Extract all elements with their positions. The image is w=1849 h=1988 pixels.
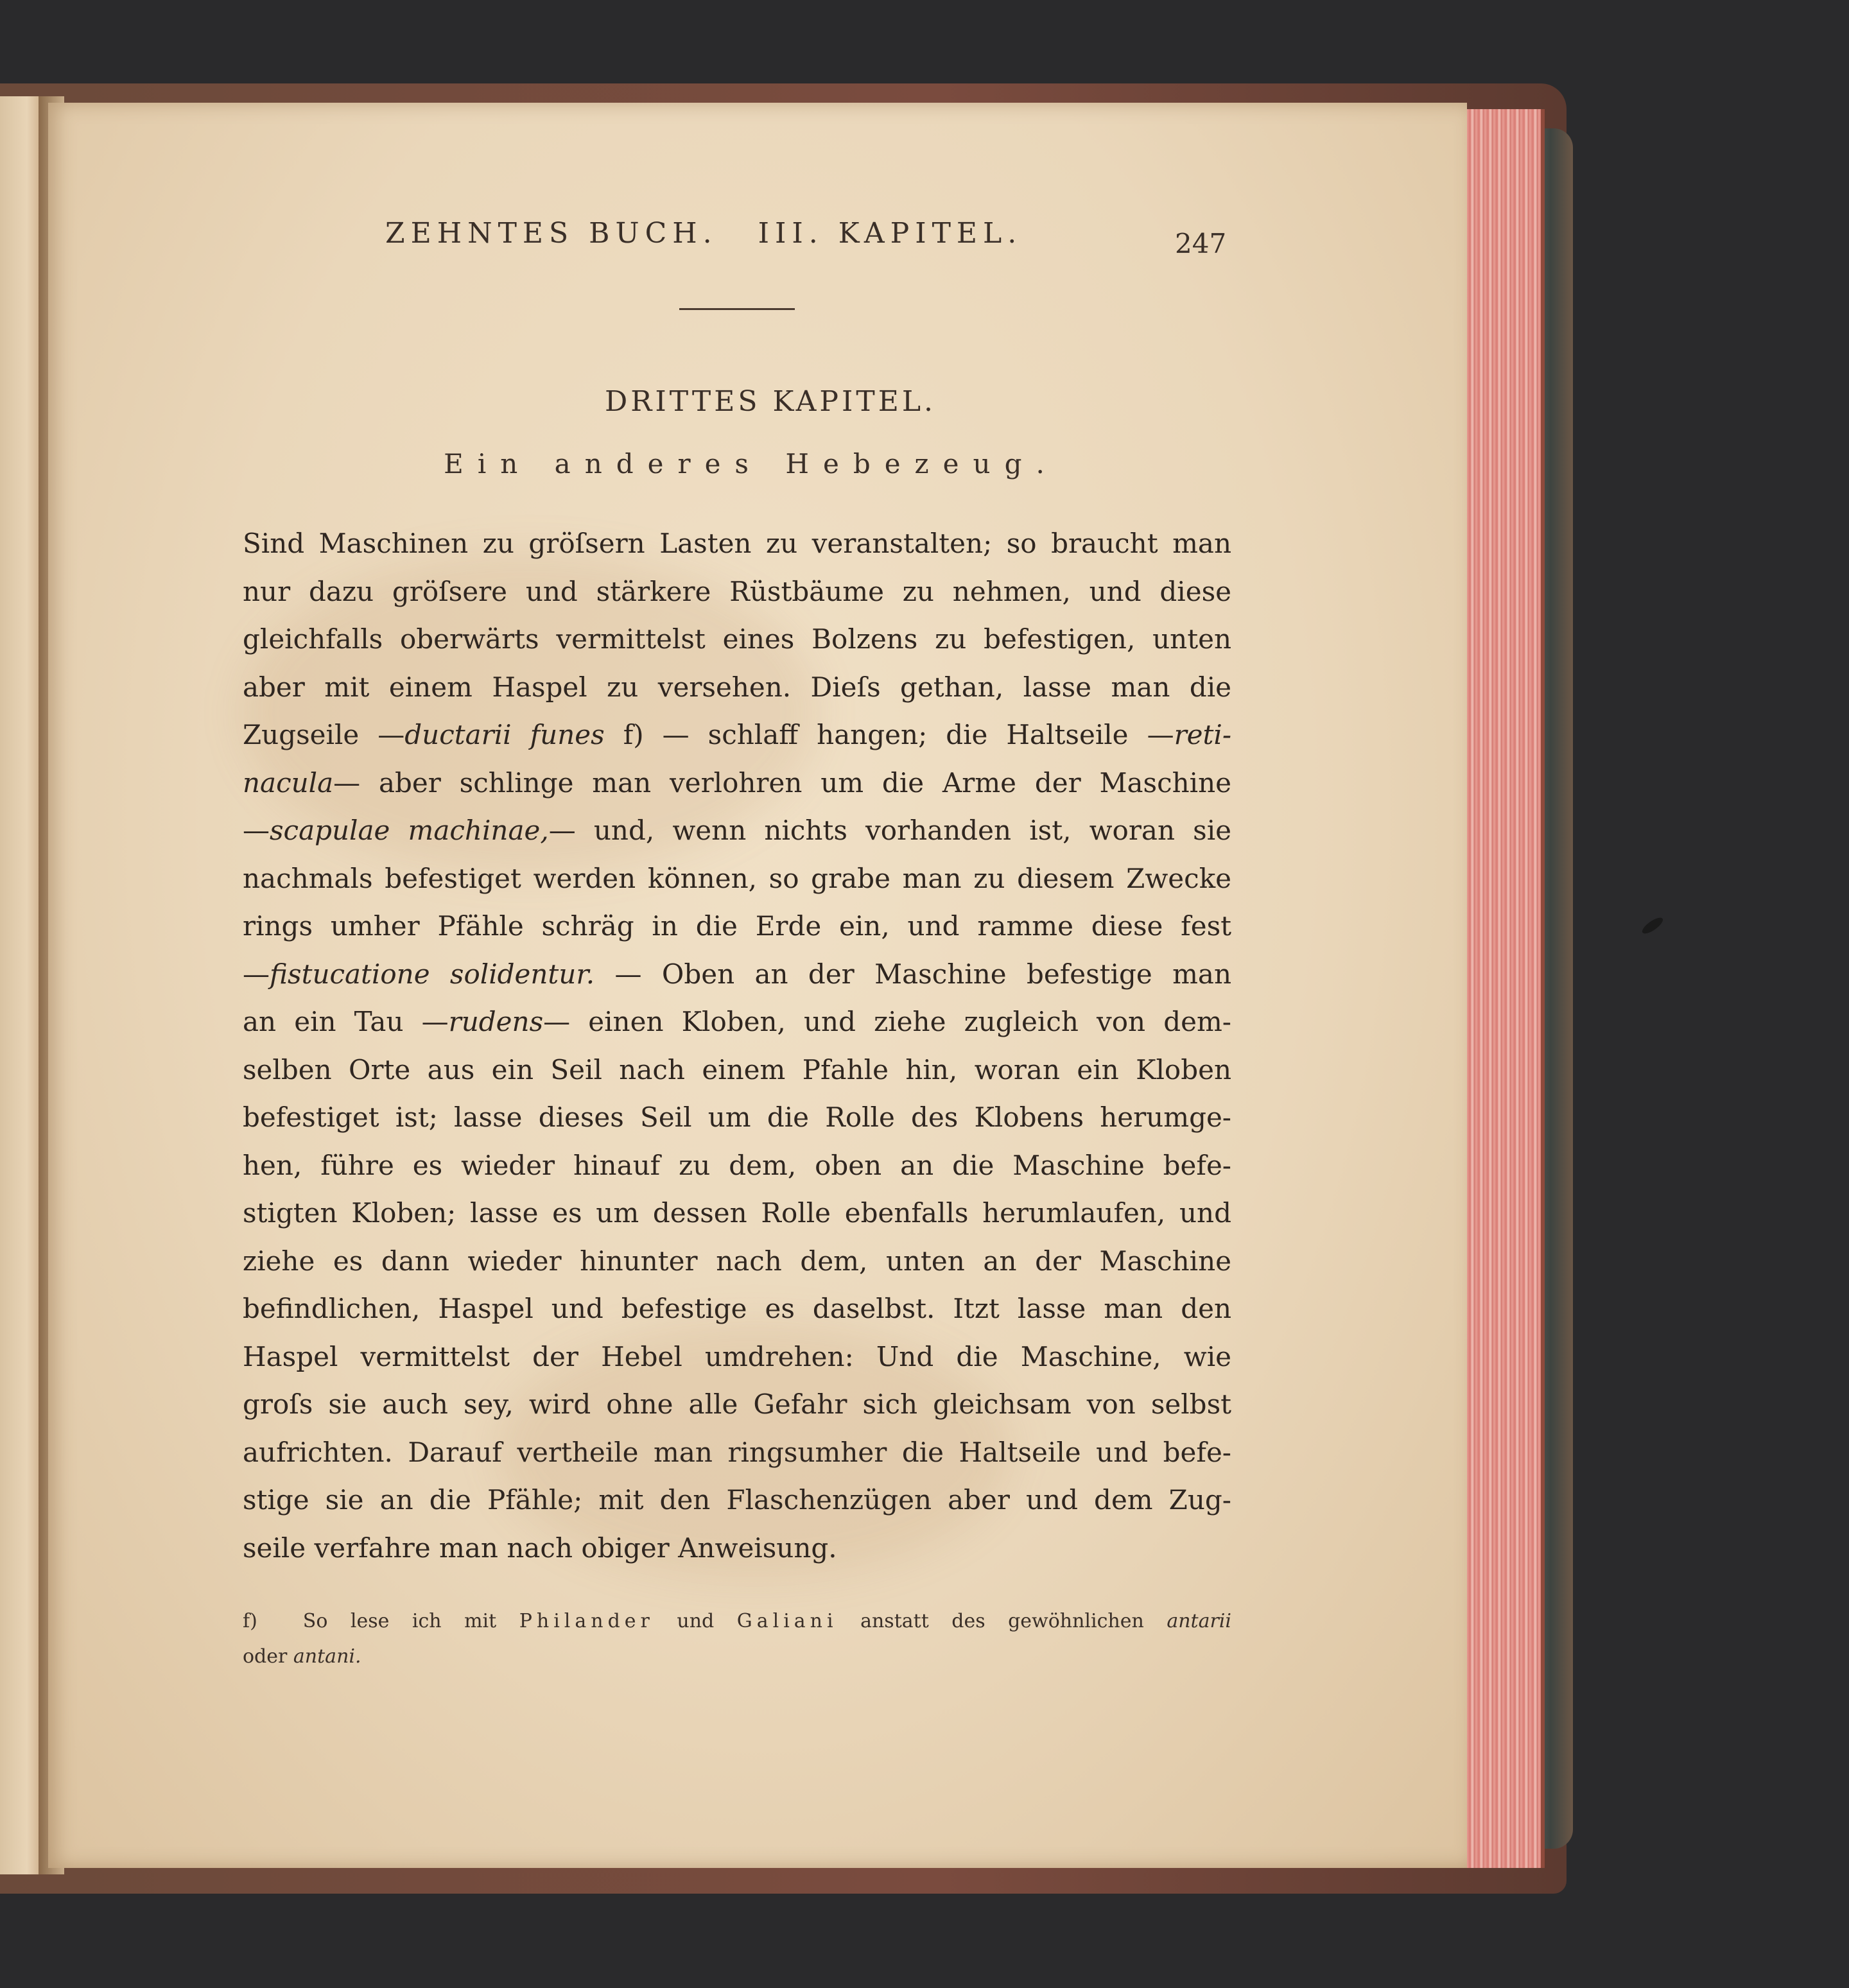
body-text-run: f) — schlaff hangen; die Haltseile — — [604, 719, 1174, 750]
body-text-run: aber mit einem Haspel zu versehen. Dieſs gethan, lasse man die — [243, 671, 1231, 703]
footnote-marker: f) — [243, 1610, 257, 1632]
body-line — [243, 568, 1231, 616]
body-text-run: Haspel vermittelst der Hebel umdrehen: Und die Maschine, wie — [243, 1340, 1231, 1372]
body-text-run: nur dazu gröſsere und stärkere Rüstbäume zu nehmen, und diese — [243, 575, 1231, 607]
footnote-name: Galiani — [736, 1610, 838, 1632]
body-line — [243, 520, 1231, 568]
latin-term: rudens — [448, 1006, 544, 1037]
page-edges — [1457, 109, 1545, 1868]
running-head-chapter: III. KAPITEL. — [758, 217, 1023, 250]
body-text-run: hen, führe es wieder hinauf zu dem, oben an die Maschine befe- — [243, 1149, 1231, 1181]
body-line — [243, 1046, 1231, 1094]
body-line — [243, 1094, 1231, 1142]
body-line — [243, 616, 1231, 664]
body-text-run: befindlichen, Haspel und befestige es daselbst. Itzt lasse man den — [243, 1293, 1231, 1324]
footnote-term: antani. — [293, 1645, 361, 1668]
body-line — [243, 1285, 1231, 1333]
body-line — [243, 951, 1231, 999]
latin-term: nacula — [243, 766, 334, 799]
footnote-name: Philander — [519, 1610, 654, 1632]
body-text-run: befestiget ist; lasse dieses Seil um die Rolle des Klobens herumge- — [243, 1102, 1231, 1133]
chapter-title: DRITTES KAPITEL. — [604, 385, 937, 418]
footnote-term: antarii — [1167, 1610, 1231, 1632]
body-line — [243, 1381, 1231, 1429]
body-line — [243, 711, 1231, 759]
body-text-run: rings umher Pfähle schräg in die Erde ein, und ramme diese fest — [243, 910, 1231, 942]
body-text — [243, 520, 1231, 1572]
body-line — [243, 759, 1231, 808]
running-head — [385, 217, 1220, 268]
latin-term: ductarii funes — [404, 719, 605, 750]
body-text-run: Sind Maschinen zu gröſsern Lasten zu veranstalten; so braucht man — [243, 528, 1231, 559]
body-text-run: an ein Tau — — [243, 1006, 449, 1037]
footnote-text: oder — [243, 1645, 288, 1668]
body-text-run: stige sie an die Pfähle; mit den Flaschenzügen aber und dem Zug- — [243, 1484, 1231, 1516]
body-text-run: nachmals befestiget werden können, so grabe man zu diesem Zwecke — [243, 862, 1231, 894]
body-text-run: — und, wenn nichts vorhanden ist, woran sie — [548, 815, 1231, 846]
body-text-run: — — [243, 815, 270, 846]
running-head-book: ZEHNTES BUCH. — [385, 217, 718, 250]
footnote-text: anstatt des gewöhnlichen — [860, 1610, 1144, 1632]
body-text-run: — aber schlinge man verlohren um die Arme der Maschine — [333, 766, 1231, 799]
latin-term: fistucatione solidentur. — [270, 958, 595, 990]
footnote-text: und — [677, 1610, 715, 1632]
body-line — [243, 1476, 1231, 1525]
body-text-run: selben Orte aus ein Seil nach einem Pfahle hin, woran ein Kloben — [243, 1053, 1231, 1085]
body-line — [243, 807, 1231, 855]
body-line — [243, 1333, 1231, 1381]
latin-term: reti- — [1174, 719, 1231, 750]
footnote-line-1 — [243, 1603, 1231, 1639]
body-text-run: Zugseile — — [243, 719, 405, 750]
body-line — [243, 1238, 1231, 1286]
header-rule — [679, 308, 795, 310]
body-text-run: ziehe es dann wieder hinunter nach dem, unten an der Maschine — [243, 1245, 1231, 1277]
body-text-run: groſs sie auch sey, wird ohne alle Gefahr sich gleichsam von selbst — [243, 1388, 1231, 1420]
body-line — [243, 998, 1231, 1046]
chapter-subtitle: Ein anderes Hebezeug. — [444, 448, 1059, 480]
body-text-run: gleichfalls oberwärts vermittelst eines Bolzens zu befestigen, unten — [243, 623, 1231, 655]
latin-term: scapulae machinae, — [270, 815, 549, 846]
ink-mark — [1640, 915, 1665, 936]
body-line — [243, 1189, 1231, 1238]
body-text-run: aufrichten. Darauf vertheile man ringsumher die Haltseile und befe- — [243, 1436, 1231, 1468]
body-text-run: — einen Kloben, und ziehe zugleich von dem- — [543, 1006, 1231, 1037]
body-line — [243, 1429, 1231, 1477]
footnote — [243, 1603, 1231, 1674]
body-line — [243, 1525, 1231, 1573]
body-text-run: — Oben an der Maschine befestige man — [595, 958, 1231, 990]
footnote-line-2 — [243, 1639, 1231, 1674]
body-line — [243, 855, 1231, 903]
body-line — [243, 1142, 1231, 1190]
body-line — [243, 664, 1231, 712]
footnote-text: So lese ich mit — [302, 1610, 497, 1632]
body-line — [243, 903, 1231, 951]
page-number: 247 — [1175, 228, 1227, 259]
body-text-run: stigten Kloben; lasse es um dessen Rolle ebenfalls herumlaufen, und — [243, 1197, 1231, 1229]
body-text-run: — — [243, 958, 270, 990]
body-text-run: seile verfahre man nach obiger Anweisung. — [243, 1532, 837, 1564]
